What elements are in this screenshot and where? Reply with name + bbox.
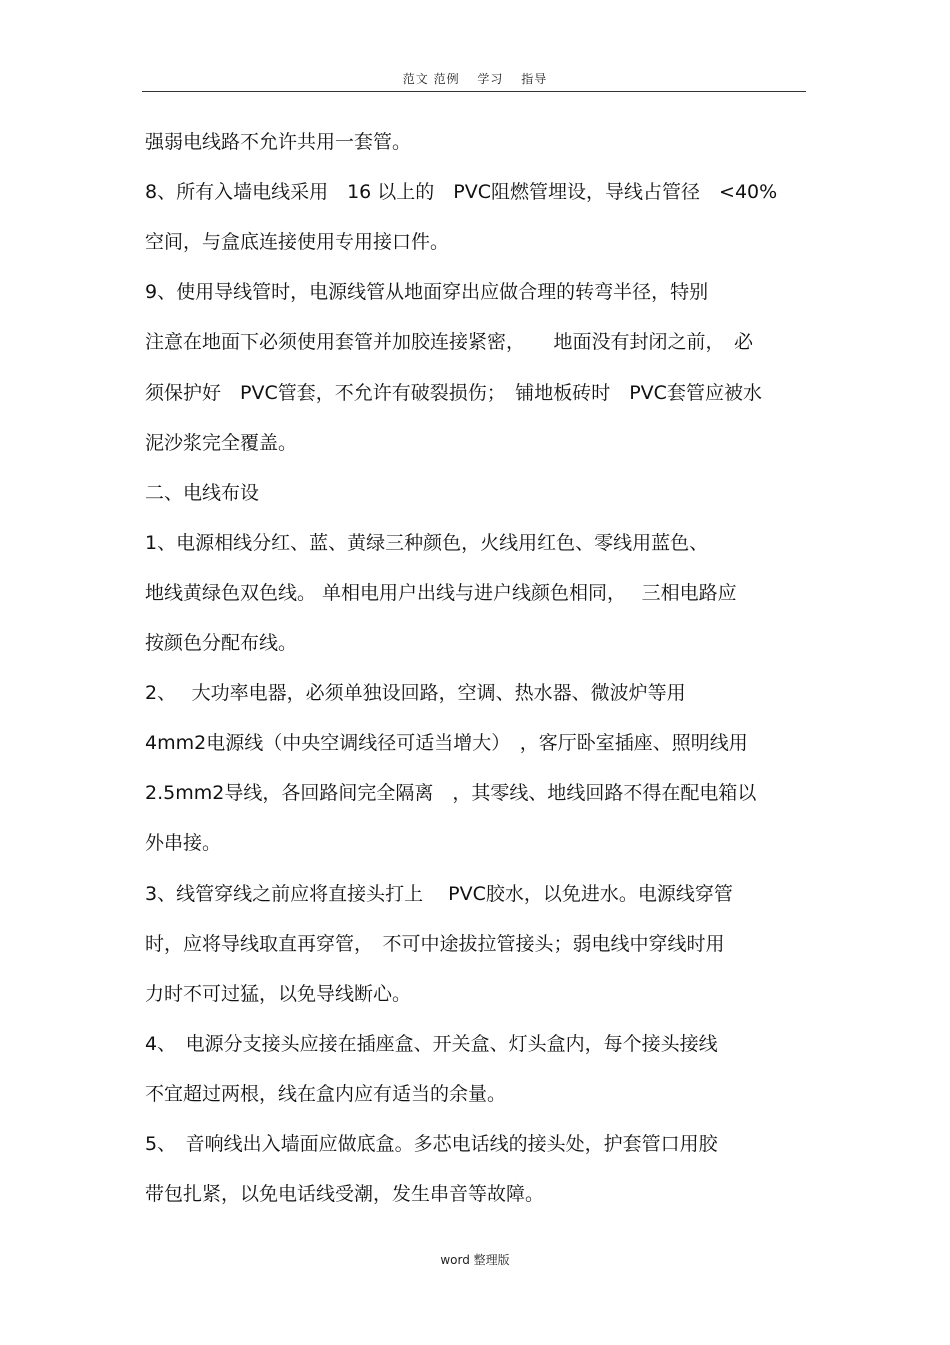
text-line: 2.5mm2导线，各回路间完全隔离 ，其零线、地线回路不得在配电箱以 — [145, 782, 757, 804]
text-line: 泥沙浆完全覆盖。 — [145, 432, 298, 454]
text-line: 8、所有入墙电线采用 16 以上的 PVC阻燃管埋设，导线占管径 <40% — [145, 181, 778, 203]
text-line: 时，应将导线取直再穿管， 不可中途拔拉管接头；弱电线中穿线时用 — [145, 933, 725, 955]
text-line: 按颜色分配布线。 — [145, 632, 298, 654]
page-header: 范文 范例 学习 指导 — [402, 72, 548, 86]
text-line: 外串接。 — [145, 832, 222, 854]
text-line: 地线黄绿色双色线。 单相电用户出线与进户线颜色相同， 三相电路应 — [145, 582, 737, 604]
text-line: 强弱电线路不允许共用一套管。 — [145, 131, 412, 153]
header-divider — [142, 91, 806, 92]
text-line: 3、线管穿线之前应将直接头打上 PVC胶水，以免进水。电源线穿管 — [145, 883, 733, 905]
text-line: 5、 音响线出入墙面应做底盒。多芯电话线的接头处，护套管口用胶 — [145, 1133, 718, 1155]
text-line: 力时不可过猛，以免导线断心。 — [145, 983, 412, 1005]
text-line: 带包扎紧，以免电话线受潮，发生串音等故障。 — [145, 1183, 545, 1205]
text-line: 9、使用导线管时，电源线管从地面穿出应做合理的转弯半径，特别 — [145, 281, 709, 303]
text-line: 须保护好 PVC管套，不允许有破裂损伤； 铺地板砖时 PVC套管应被水 — [145, 382, 762, 404]
text-line: 2、 大功率电器，必须单独设回路，空调、热水器、微波炉等用 — [145, 682, 686, 704]
text-line: 4、 电源分支接头应接在插座盒、开关盒、灯头盒内，每个接头接线 — [145, 1033, 718, 1055]
text-line: 不宜超过两根，线在盒内应有适当的余量。 — [145, 1083, 507, 1105]
text-line: 1、电源相线分红、蓝、黄绿三种颜色，火线用红色、零线用蓝色、 — [145, 532, 709, 554]
page-footer: word 整理版 — [440, 1253, 510, 1267]
text-line: 注意在地面下必须使用套管并加胶连接紧密， 地面没有封闭之前， 必 — [145, 331, 754, 353]
text-line: 4mm2电源线（中央空调线径可适当增大） ，客厅卧室插座、照明线用 — [145, 732, 748, 754]
text-line: 二、电线布设 — [145, 482, 260, 504]
text-line: 空间，与盒底连接使用专用接口件。 — [145, 231, 450, 253]
